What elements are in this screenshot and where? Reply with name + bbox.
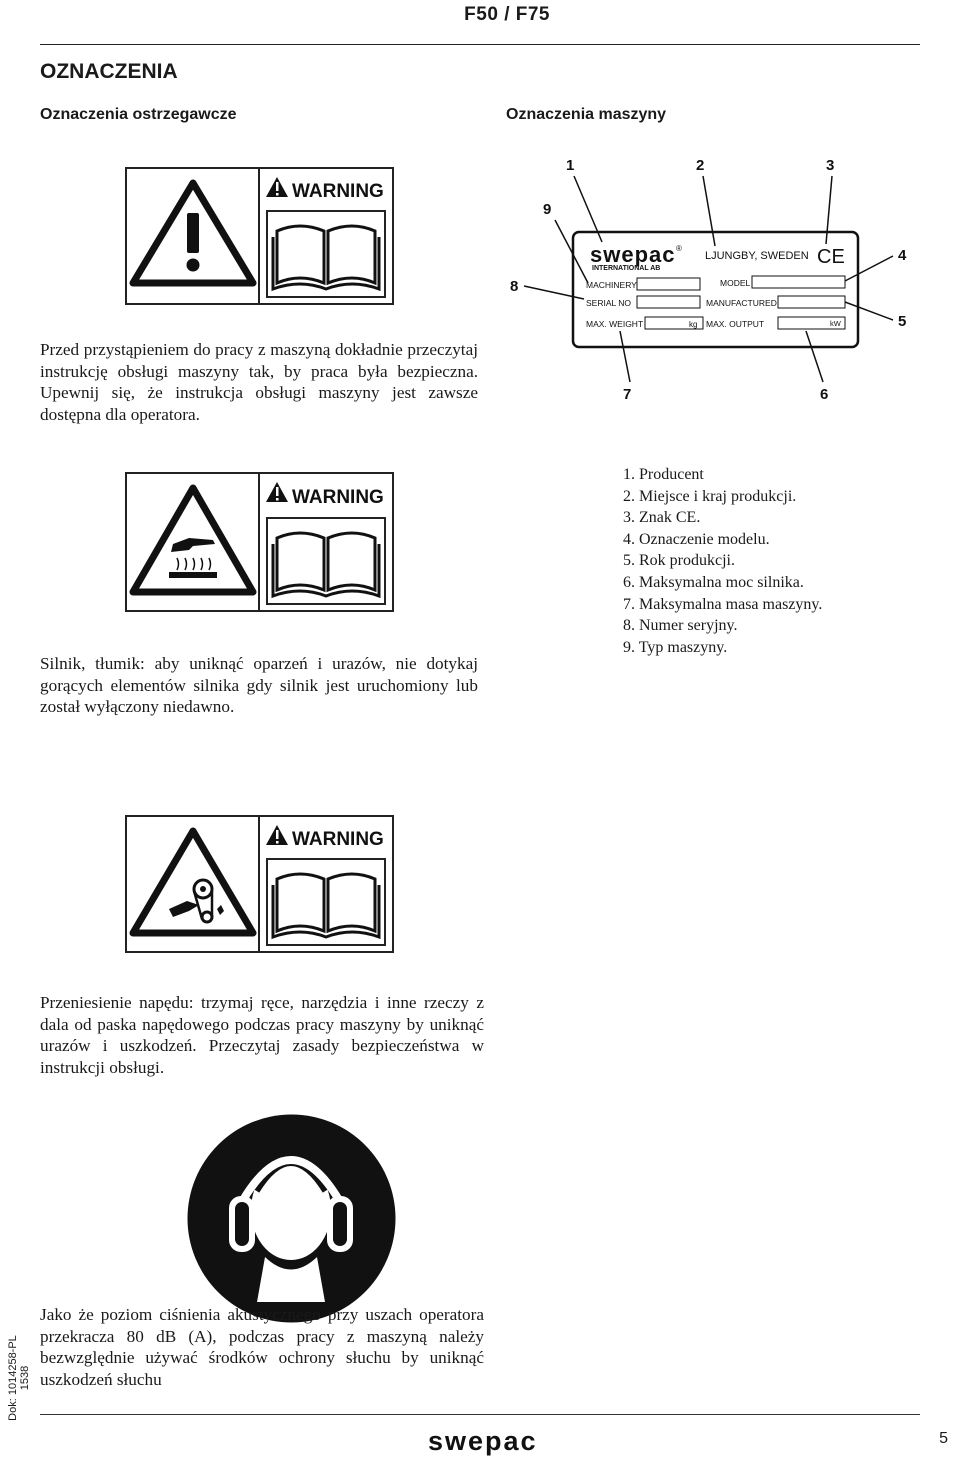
- document-code: Dok: 1014258-PL 1538: [7, 1335, 31, 1421]
- warning-labels-subtitle: Oznaczenia ostrzegawcze: [40, 106, 237, 123]
- read-manual-warning-sign: [125, 167, 394, 305]
- legend-item: 7. Maksymalna masa maszyny.: [623, 595, 823, 613]
- callout-9: 9: [543, 201, 552, 218]
- open-book-icon: [267, 518, 385, 604]
- warning-header-icon: [266, 825, 288, 845]
- field-max-weight: MAX. WEIGHT: [586, 319, 644, 329]
- belt-drive-triangle-icon: [133, 831, 253, 933]
- plate-brand-logo: swepac: [590, 242, 676, 267]
- plate-location: LJUNGBY, SWEDEN: [705, 250, 809, 262]
- warning-word: WARNING: [292, 181, 384, 202]
- legend-item: 2. Miejsce i kraj produkcji.: [623, 487, 797, 505]
- page-number: 5: [939, 1430, 948, 1447]
- unit-kw: kW: [830, 319, 841, 328]
- hot-surface-warning-sign: [125, 472, 394, 612]
- warning-word: WARNING: [292, 487, 384, 508]
- callout-8: 8: [510, 278, 519, 295]
- callout-5: 5: [898, 313, 907, 330]
- legend-item: 3. Znak CE.: [623, 509, 701, 527]
- field-manufactured: MANUFACTURED: [706, 298, 777, 308]
- legend-item: 8. Numer seryjny.: [623, 617, 738, 635]
- callout-1: 1: [566, 157, 575, 174]
- document-title: F50 / F75: [464, 4, 550, 25]
- belt-drive-paragraph: Przeniesienie napędu: trzymaj ręce, narzędzia i inne rzeczy z dala od paska napędowego podczas pracy maszyny by uniknąć urazów i uszkodzeń. Przeczytaj zasady bezpieczeństwa w instrukcji obsługi.: [40, 993, 484, 1077]
- belt-drive-warning-sign: [125, 815, 394, 953]
- warning-word: WARNING: [292, 829, 384, 850]
- ce-mark: CE: [817, 246, 845, 268]
- field-max-output: MAX. OUTPUT: [706, 319, 765, 329]
- legend-item: 1. Producent: [623, 466, 704, 483]
- unit-kg: kg: [689, 320, 698, 329]
- field-serial-no: SERIAL NO: [586, 298, 632, 308]
- hot-surface-triangle-icon: [133, 488, 253, 592]
- callout-6: 6: [820, 386, 829, 403]
- hot-surface-paragraph: Silnik, tłumik: aby uniknąć oparzeń i urazów, nie dotykaj gorących elementów silnika gdy silnik jest uruchomiony lub został wyłączony niedawno.: [40, 654, 478, 716]
- ear-protection-icon: [185, 1112, 398, 1325]
- section-title: OZNACZENIA: [40, 60, 178, 83]
- registered-mark: ®: [676, 244, 682, 253]
- field-machinery: MACHINERY: [586, 280, 637, 290]
- legend-item: 5. Rok produkcji.: [623, 552, 735, 570]
- callout-3: 3: [826, 157, 835, 174]
- hearing-protection-paragraph: Jako że poziom ciśnienia akustycznego przy uszach operatora przekracza 80 dB (A), podczas pracy z maszyną należy bezwzględnie używać środków ochrony słuchu by uniknąć uszkodzeń słuchu: [40, 1305, 484, 1389]
- callout-4: 4: [898, 247, 907, 264]
- warning-header-icon: [266, 482, 288, 502]
- open-book-icon: [267, 211, 385, 297]
- callout-7: 7: [623, 386, 632, 403]
- footer-logo-text: swepac: [428, 1428, 538, 1456]
- open-book-icon: [267, 859, 385, 945]
- machine-labels-subtitle: Oznaczenia maszyny: [506, 106, 667, 123]
- callout-2: 2: [696, 157, 705, 174]
- legend-item: 9. Typ maszyny.: [623, 638, 728, 656]
- header-divider: [40, 44, 920, 45]
- plate-brand-sub: INTERNATIONAL AB: [592, 265, 661, 272]
- field-model: MODEL: [720, 278, 751, 288]
- read-manual-paragraph: Przed przystąpieniem do pracy z maszyną dokładnie przeczytaj instrukcję obsługi maszyny tak, by praca była bezpieczna. Upewnij się, że instrukcja obsługi maszyny jest zawsze dostępna dla operatora.: [40, 340, 478, 424]
- plate-legend-list: [623, 464, 822, 658]
- legend-item: 4. Oznaczenie modelu.: [623, 530, 770, 548]
- footer-divider: [40, 1414, 920, 1415]
- machine-plate-diagram: [500, 150, 930, 410]
- legend-item: 6. Maksymalna moc silnika.: [623, 573, 804, 591]
- exclamation-triangle-icon: [133, 183, 253, 283]
- hearing-protection-sign: [185, 1112, 398, 1325]
- footer-brand-logo: [426, 1428, 568, 1456]
